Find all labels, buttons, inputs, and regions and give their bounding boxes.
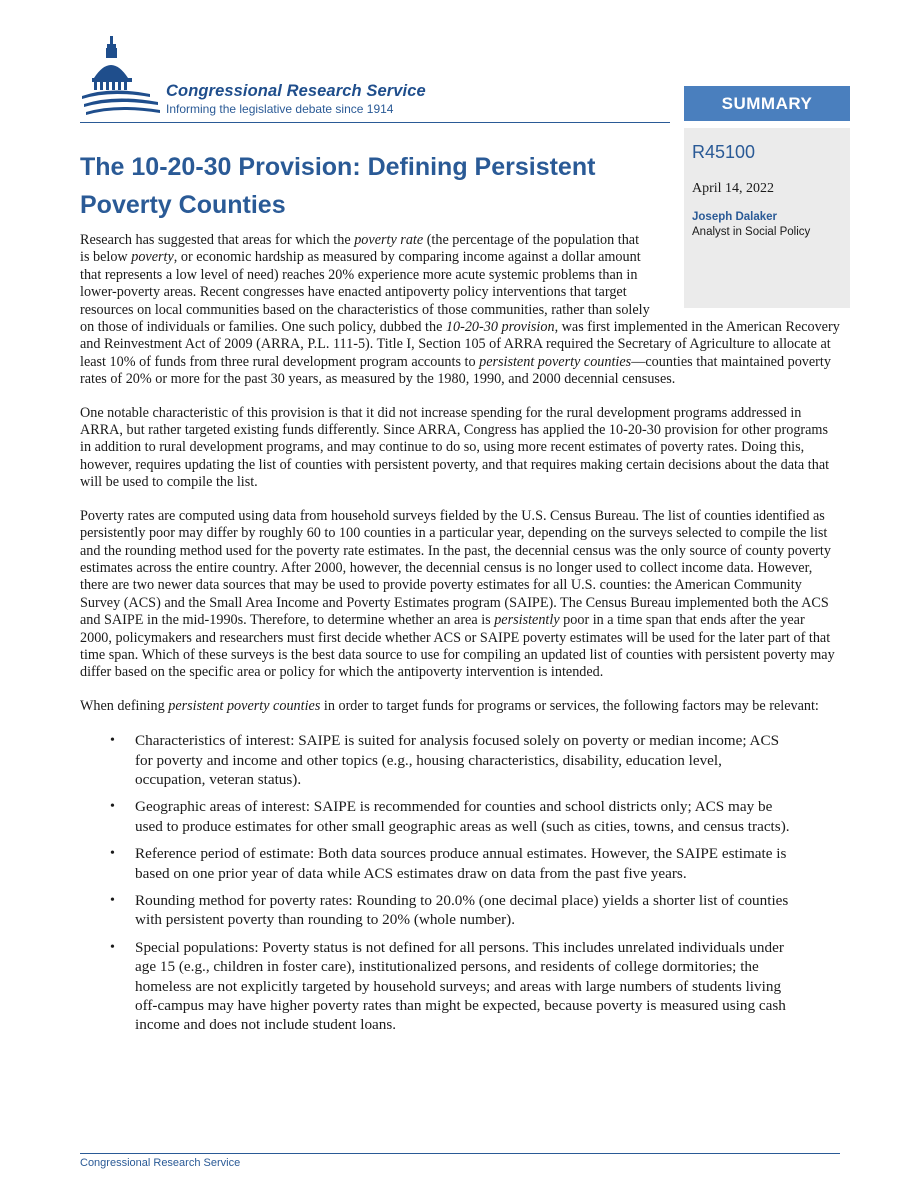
bullet-icon: • <box>110 939 115 955</box>
header-divider <box>80 122 670 123</box>
summary-label: SUMMARY <box>684 86 850 121</box>
list-item: • Characteristics of interest: SAIPE is suited for analysis focused solely on poverty or median income; ACS for poverty and income and other topics (e.g., housing characteristics, disability, education level, occupation, veteran status). <box>110 732 780 788</box>
capitol-dome-icon <box>80 34 162 120</box>
paragraph-4: When defining persistent poverty counties in order to target funds for programs or services, the following factors may be relevant: <box>80 697 819 714</box>
bullet-icon: • <box>110 846 115 862</box>
footer-org-name: Congressional Research Service <box>80 1157 241 1169</box>
summary-body <box>80 232 840 1043</box>
author-title: Analyst in Social Policy <box>692 226 811 238</box>
list-item: • Special populations: Poverty status is not defined for all persons. This includes unrelated individuals under age 15 (e.g., children in foster care), institutionalized persons, and residents of college dormitories; the homeless are not explicitly targeted by household surveys; and areas with large numbers of students living off-campus may have higher poverty rates than might be expected, because poverty is measured using cash income and does not include student loans. <box>110 938 786 1034</box>
report-id: R45100 <box>692 142 756 162</box>
factor-list <box>80 731 840 1035</box>
report-date: April 14, 2022 <box>692 181 775 196</box>
bullet-icon: • <box>110 733 115 749</box>
paragraph-3: Poverty rates are computed using data from household surveys fielded by the U.S. Census Bureau. The list of counties identified as persistently poor may differ by roughly 60 to 100 counties in a particular year, depending on the surveys selected to compile the list and the rounding method used for the poverty rate estimates. In the past, the decennial census was the only source of county poverty estimates across the entire country. After 2000, however, the decennial census is no longer used to collect income data. However, there are two newer data sources that may be used to provide poverty estimates for all U.S. counties: the American Community Survey (ACS) and the Small Area Income and Poverty Estimates program (SAIPE). The Census Bureau implemented both the ACS and SAIPE in the mid-1990s. Therefore, to determine whether an area is persistently poor in a time span that ends after the year 2000, policymakers and researchers must first decide whether ACS or SAIPE poverty estimates will be used for the later part of that time span. Which of these surveys is the best data source to use for compiling an updated list of counties with persistent poverty may differ based on the specific area or policy for which the antipoverty intervention is intended. <box>80 507 835 681</box>
paragraph-1: Research has suggested that areas for which the poverty rate (the percentage of the population that is below poverty, or economic hardship as measured by comparing income against a dollar amount that represents a low level of need) reaches 20% experience more acute systemic problems than in lower-poverty areas. Recent congresses have enacted antipoverty policy interventions that target resources on local communities based on the characteristics of those communities, rather than solely on those of individuals or families. One such policy, dubbed the 10-20-30 provision, was first implemented in the American Recovery and Reinvestment Act of 2009 (ARRA, P.L. 111-5). Title I, Section 105 of ARRA required the Secretary of Agriculture to allocate at least 10% of funds from three rural development program accounts to persistent poverty counties—counties that maintained poverty rates of 20% or more for the past 30 years, as measured by the 1980, 1990, and 2000 decennial censuses. <box>80 232 840 388</box>
author-name: Joseph Dalaker <box>692 211 778 223</box>
list-item: • Rounding method for poverty rates: Rounding to 20.0% (one decimal place) yields a shorter list of counties with persistent poverty than rounding to 20% (whole number). <box>110 892 789 929</box>
page-title: The 10-20-30 Provision: Defining Persistent Poverty Counties <box>80 153 596 219</box>
bullet-icon: • <box>110 799 115 815</box>
org-name: Congressional Research Service <box>166 82 426 100</box>
crs-logo <box>80 34 480 124</box>
paragraph-2: One notable characteristic of this provision is that it did not increase spending for the rural development programs addressed in ARRA, but rather targeted existing funds differently. Since ARRA, Congress has applied the 10-20-30 provision for other programs in addition to rural development programs, and may continue to do so, using more recent estimates of poverty rates. Doing this, however, requires updating the list of counties with persistent poverty, and that requires making certain decisions about the data that will be used to compile the list. <box>80 404 830 491</box>
bullet-icon: • <box>110 893 115 908</box>
list-item: • Reference period of estimate: Both data sources produce annual estimates. However, the SAIPE estimate is based on one prior year of data while ACS estimates draw on data from the past five years. <box>110 845 787 882</box>
footer-divider <box>80 1153 840 1154</box>
list-item: • Geographic areas of interest: SAIPE is recommended for counties and school districts only; ACS may be used to produce estimates for other small geographic areas as well (such as cities, towns, and census tracts). <box>110 798 790 835</box>
org-tagline: Informing the legislative debate since 1914 <box>166 102 394 116</box>
